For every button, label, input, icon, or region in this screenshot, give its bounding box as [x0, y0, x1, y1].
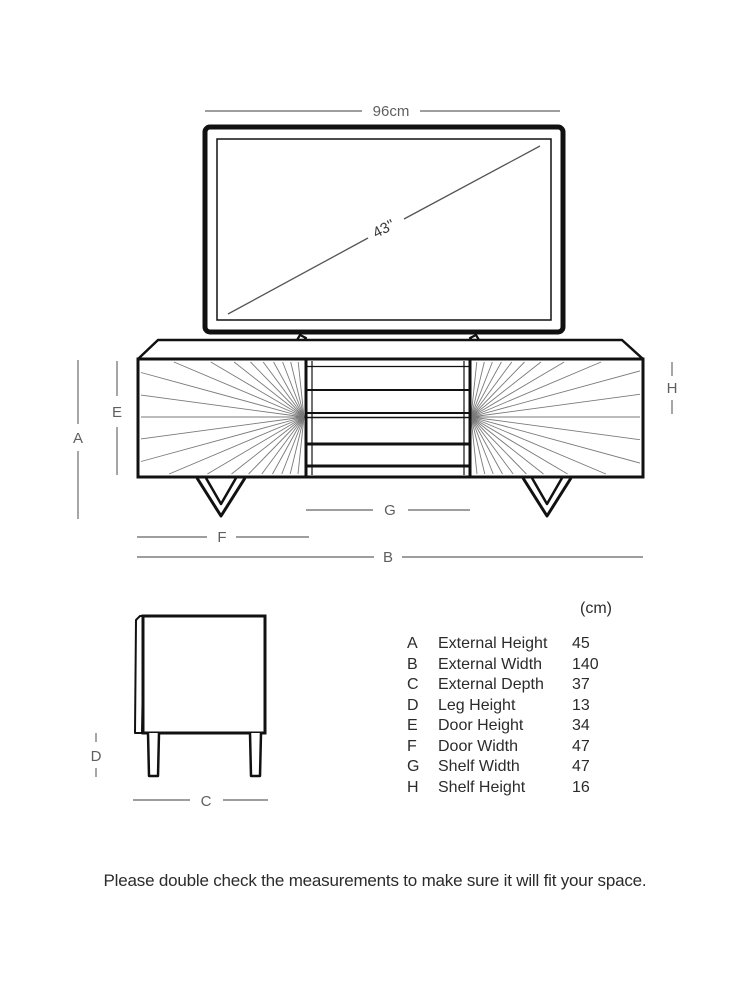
- tv-width-label: 96cm: [372, 103, 410, 120]
- row-letter: C: [407, 676, 419, 694]
- dim-f-label: F: [217, 529, 227, 546]
- tv: [205, 127, 563, 356]
- side-view-body: [143, 616, 265, 733]
- row-name: Door Height: [438, 717, 524, 735]
- measurements-table: [402, 600, 612, 798]
- table-row: [402, 634, 604, 655]
- row-value: 37: [572, 676, 590, 694]
- row-value: 140: [572, 655, 599, 673]
- unit-header: (cm): [580, 600, 612, 617]
- row-value: 45: [572, 635, 590, 653]
- table-row: [402, 655, 604, 676]
- row-name: Door Width: [438, 737, 519, 755]
- row-name: Shelf Width: [438, 758, 520, 776]
- row-name: Leg Height: [438, 696, 516, 714]
- row-letter: B: [407, 655, 418, 673]
- right-leg: [523, 478, 571, 516]
- sideboard: [138, 340, 643, 516]
- left-leg: [197, 478, 245, 516]
- row-value: 47: [572, 758, 590, 776]
- side-view-right-leg: [250, 733, 261, 776]
- row-letter: D: [407, 696, 419, 714]
- row-name: External Depth: [438, 676, 544, 694]
- row-name: Shelf Height: [438, 778, 526, 796]
- tv-size-label: 43'': [369, 216, 398, 242]
- row-letter: A: [407, 635, 418, 653]
- dim-h-label: H: [666, 380, 678, 397]
- table-row: [402, 737, 604, 758]
- table-row: [402, 696, 604, 717]
- sideboard-top-face: [138, 340, 643, 359]
- dim-c-label: C: [200, 793, 212, 810]
- dim-d-label: D: [90, 748, 102, 765]
- row-value: 47: [572, 737, 590, 755]
- row-letter: G: [407, 758, 420, 776]
- row-letter: F: [407, 737, 417, 755]
- side-view: [135, 616, 265, 776]
- dim-g-label: G: [384, 502, 396, 519]
- dim-e-label: E: [111, 404, 123, 421]
- table-row: [402, 757, 604, 778]
- row-letter: H: [407, 778, 419, 796]
- measurement-note: Please double check the measurements to make sure it will fit your space.: [103, 871, 647, 890]
- table-row: [402, 778, 604, 799]
- table-row: [402, 716, 604, 737]
- row-letter: E: [407, 717, 418, 735]
- row-value: 34: [572, 717, 590, 735]
- row-name: External Width: [438, 655, 543, 673]
- row-name: External Height: [438, 635, 548, 653]
- row-value: 16: [572, 778, 590, 796]
- row-value: 13: [572, 696, 590, 714]
- dim-a-label: A: [72, 430, 84, 447]
- table-row: [402, 675, 604, 696]
- side-view-left-leg: [148, 733, 159, 776]
- dim-b-label: B: [382, 549, 394, 566]
- side-dimensions: [96, 733, 268, 800]
